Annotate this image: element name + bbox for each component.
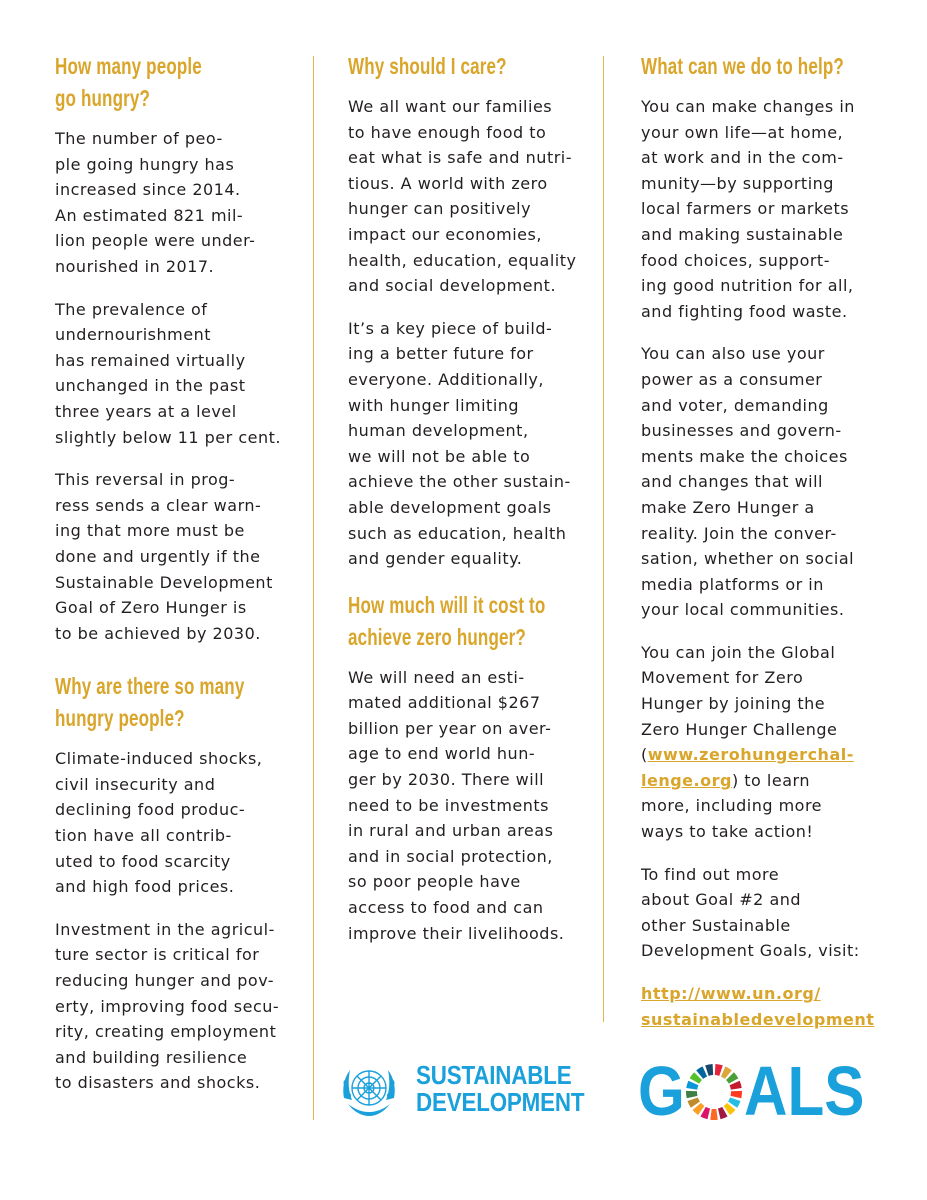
paragraph-consumer-power: You can also use your power as a consumer and voter, demanding businesses and govern- ments make the choices and changes that will make Zero Hunger a reality. Join the conver- sation, whether on social media platforms or in your local communities. <box>641 344 855 620</box>
heading-how-much-cost: How much will it cost to achieve zero hunger? <box>348 591 546 650</box>
paragraph-reversal: This reversal in prog- ress sends a clear warn- ing that more must be done and urgently if the Sustainable Development Goal of Zero Hunger is to be achieved by 2030. <box>55 470 273 643</box>
wheel-segment <box>731 1091 742 1098</box>
paragraph-global-movement <box>641 640 873 845</box>
paragraph-find-out-more: To find out more about Goal #2 and other Sustainable Development Goals, visit: <box>641 864 860 961</box>
column-2 <box>348 50 586 963</box>
wheel-segment <box>710 1109 718 1120</box>
heading-what-can-we-do: What can we do to help? <box>641 53 844 79</box>
wheel-segment <box>686 1091 697 1098</box>
paragraph-cost: We will need an esti- mated additional $267 billion per year on aver- age to end world hun- ger by 2030. There will need to be investments in rural and urban areas and in social protection, so poor people have access to food and can improve their livelihoods. <box>348 667 565 943</box>
paragraph-investment: Investment in the agricul- ture sector is critical for reducing hunger and pov- erty, improving food secu- rity, creating employment and building resilience to disasters and shocks. <box>55 919 280 1093</box>
goals-letters-als: ALS <box>744 1052 865 1130</box>
column-divider-1 <box>313 56 314 1120</box>
paragraph-families: We all want our families to have enough food to eat what is safe and nutri- tious. A world with zero hunger can positively impact our economies, health, education, equality and social development. <box>348 97 577 296</box>
wheel-segment <box>715 1064 723 1076</box>
goals-letter-g: G <box>638 1052 685 1130</box>
paragraph-hungry-count: The number of peo- ple going hungry has increased since 2014. An estimated 821 mil- lion people were under- nourished in 2017. <box>55 129 256 276</box>
paragraph-make-changes: You can make changes in your own life—at home, at work and in the com- munity—by supporting local farmers or markets and making sustainable food choices, support- ing good nutrition for all, and fighting food waste. <box>641 97 855 321</box>
wheel-segment <box>705 1064 713 1076</box>
heading-how-many-hungry: How many people go hungry? <box>55 53 202 111</box>
paragraph-climate-shocks: Climate-induced shocks, civil insecurity and declining food produc- tion have all contrib- uted to food scarcity and high food prices. <box>55 749 263 897</box>
sdg-color-wheel-icon <box>684 1062 744 1122</box>
paragraph-prevalence: The prevalence of undernourishment has remained virtually unchanged in the past three years at a level slightly below 11 per cent. <box>55 299 281 447</box>
column-1 <box>55 50 293 1113</box>
un-emblem-icon <box>336 1058 402 1122</box>
logo-development-text: DEVELOPMENT <box>416 1087 585 1117</box>
paragraph-un-link <box>641 981 873 1032</box>
text-join-after: ) to learn more, including more ways to take action! <box>641 770 823 842</box>
column-3 <box>641 50 873 1049</box>
heading-why-so-many: Why are there so many hungry people? <box>55 673 245 732</box>
sdg-logo <box>336 1052 876 1130</box>
heading-why-care: Why should I care? <box>348 53 507 79</box>
paragraph-key-piece: It’s a key piece of build- ing a better future for everyone. Additionally, with hunger limiting human development, we will not be able to achieve the other sustain- able development goals such as education, health and gender equality. <box>348 318 571 569</box>
link-zero-hunger-challenge[interactable]: www.zerohungerchal- lenge.org <box>641 745 854 790</box>
link-un-sustainable-development[interactable]: http://www.un.org/ sustainabledevelopment <box>641 984 875 1029</box>
column-divider-2 <box>603 56 604 1022</box>
text-join-before: You can join the Global Movement for Zero Hunger by joining the Zero Hunger Challenge ( <box>641 642 838 765</box>
logo-sustainable-text: SUSTAINABLE <box>416 1060 572 1090</box>
